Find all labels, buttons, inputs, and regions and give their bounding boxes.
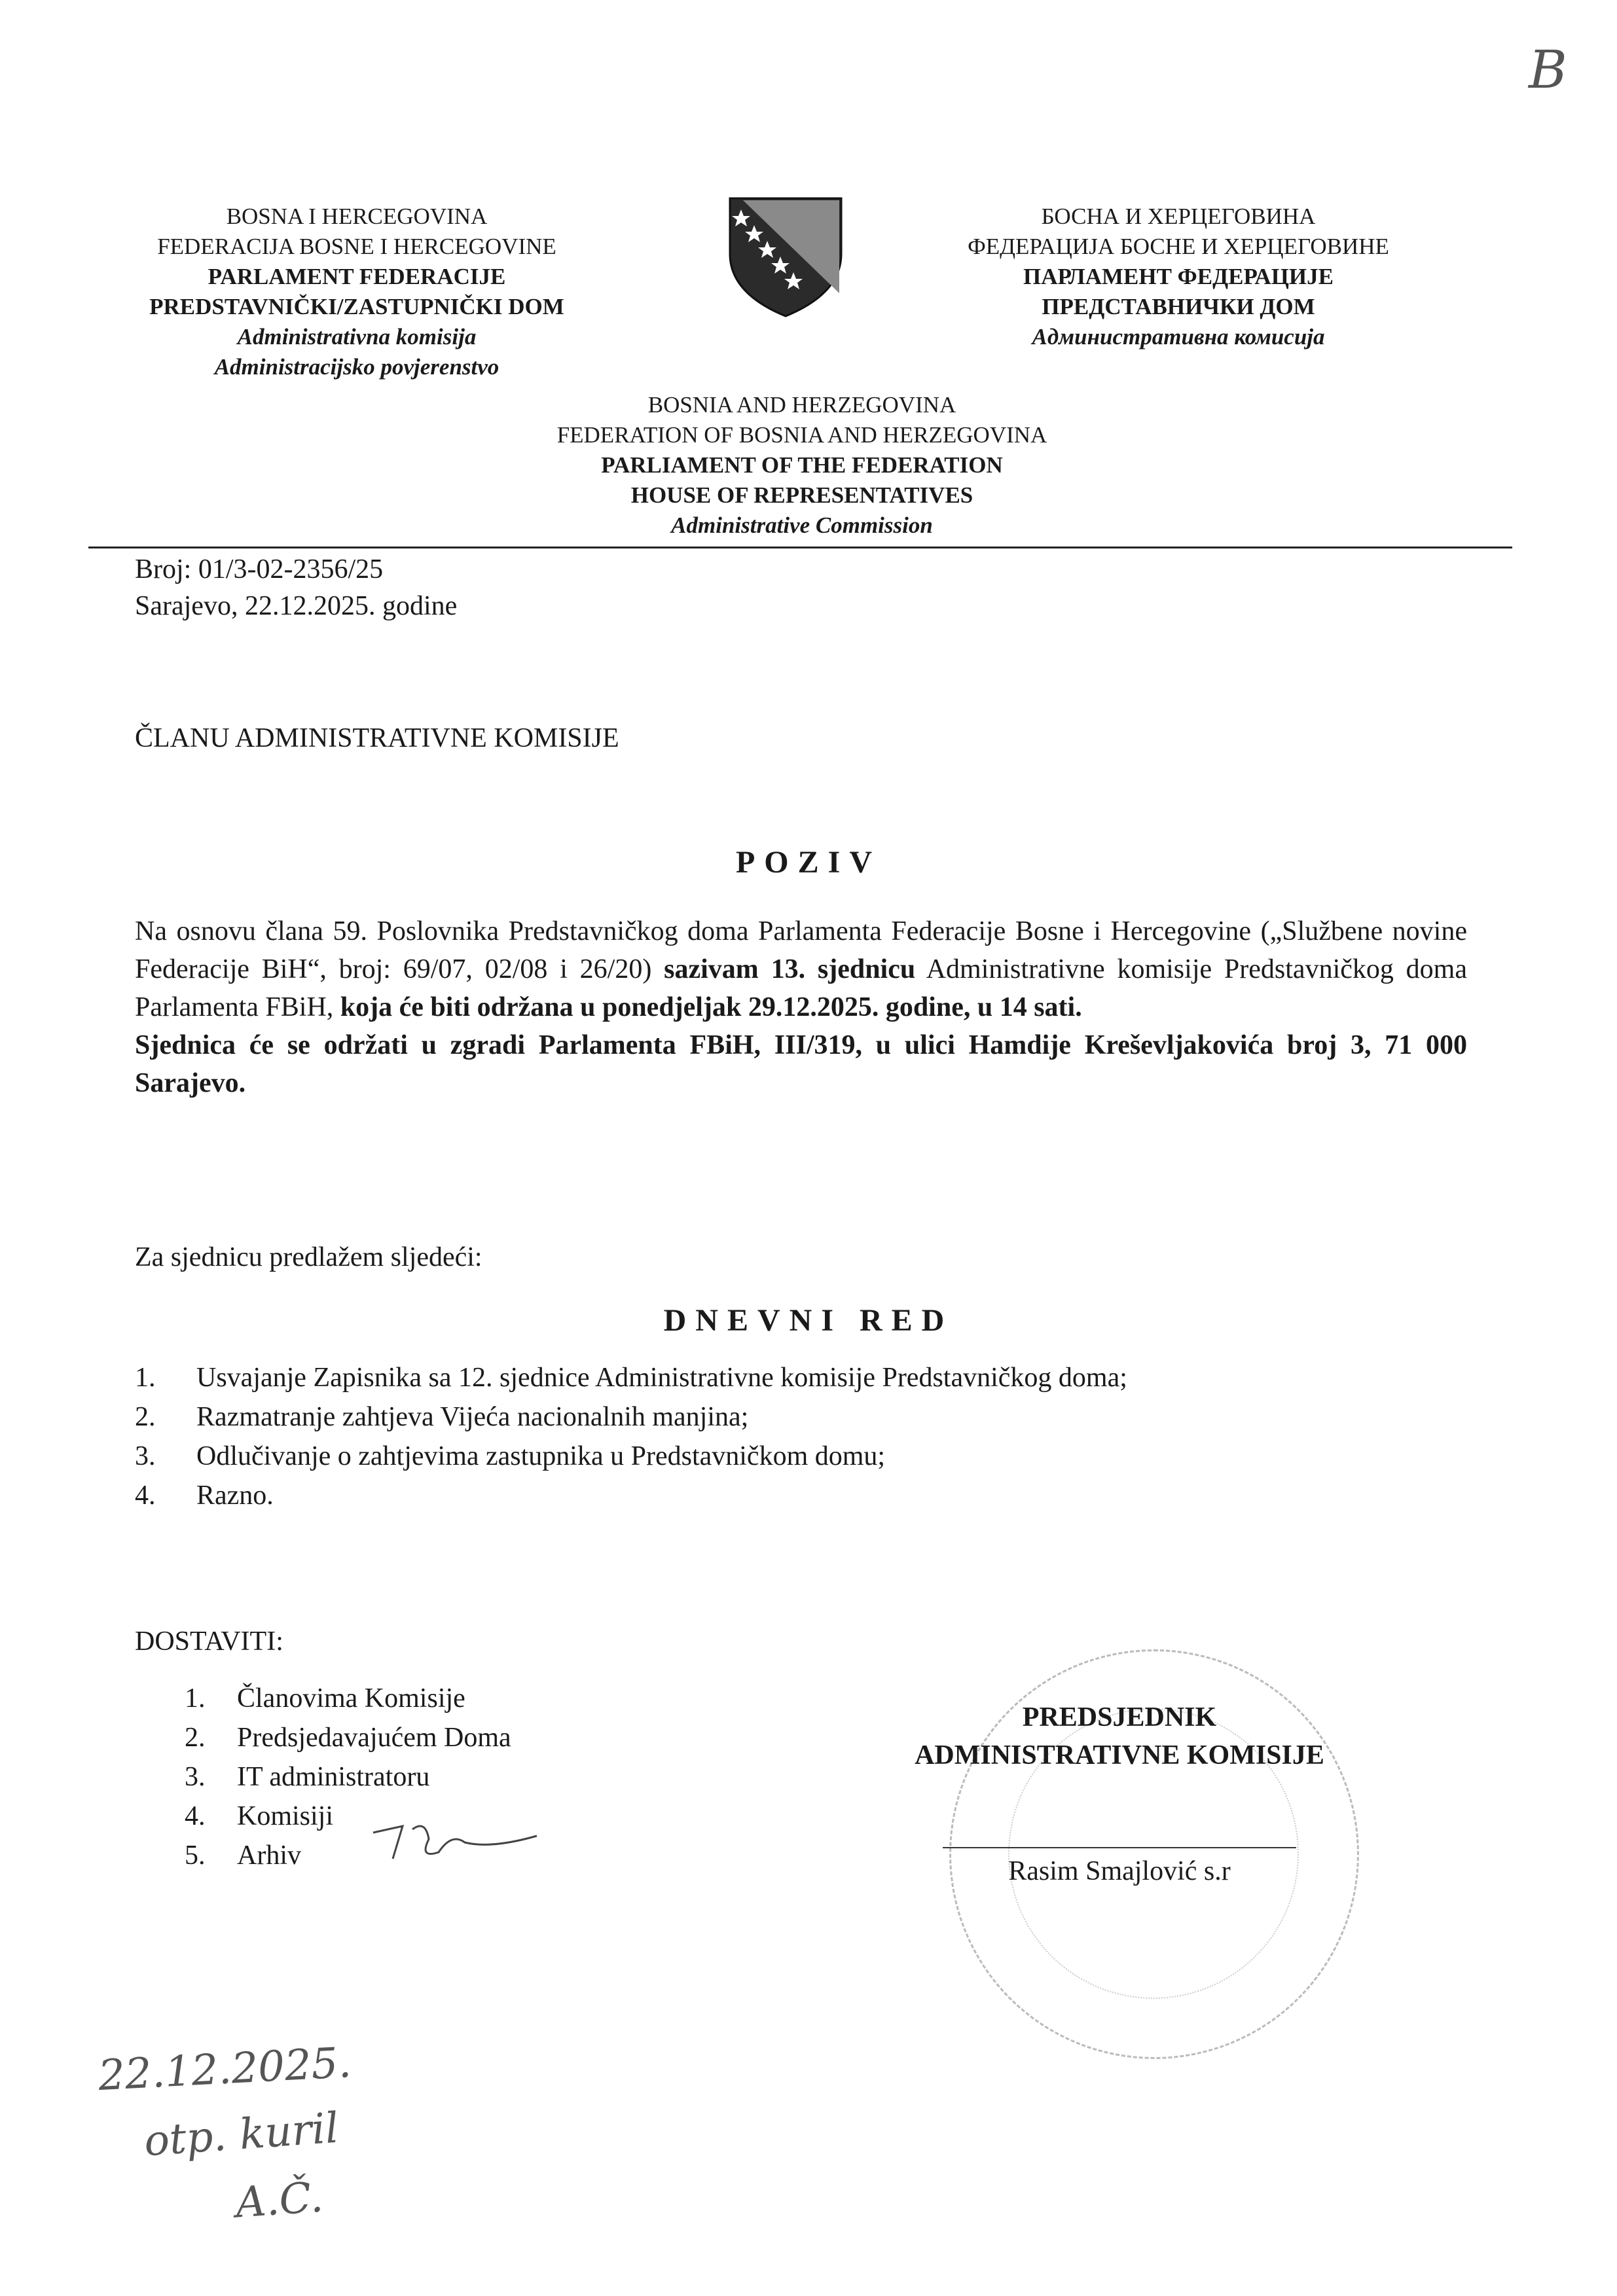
deliver-item-number: 1.: [185, 1683, 206, 1713]
agenda-item: [135, 1397, 1127, 1437]
paragraph-bold-2: koja će biti održana u ponedjeljak 29.12.2025. godine, u 14 sati.: [340, 992, 1082, 1022]
header-center: [458, 390, 1146, 541]
header-center-commission: Administrative Commission: [671, 512, 933, 538]
handwritten-date: 22.12.2025.: [97, 2038, 353, 2101]
handwritten-initials: A.Č.: [234, 2173, 325, 2228]
deliver-item: [185, 1757, 511, 1797]
agenda-item-number: 3.: [135, 1441, 156, 1471]
header-right-house: ПРЕДСТАВНИЧКИ ДОМ: [1042, 294, 1315, 319]
header-left-federation: FEDERACIJA BOSNE I HERCEGOVINE: [157, 234, 556, 259]
header-center-house: HOUSE OF REPRESENTATIVES: [630, 482, 973, 508]
deliver-item-text: Komisiji: [237, 1801, 334, 1831]
header-right-country: БОСНА И ХЕРЦЕГОВИНА: [1041, 204, 1316, 229]
handwritten-initials-scribble: [367, 1813, 543, 1872]
header-right-parliament: ПАРЛАМЕНТ ФЕДЕРАЦИЈЕ: [1023, 264, 1334, 289]
header-left-parliament: PARLAMENT FEDERACIJE: [208, 264, 506, 289]
deliver-item-number: 5.: [185, 1840, 206, 1871]
deliver-label: DOSTAVITI:: [135, 1626, 283, 1657]
header-left-country: BOSNA I HERCEGOVINA: [226, 204, 488, 229]
agenda-intro: Za sjednicu predlažem sljedeći:: [135, 1242, 482, 1272]
agenda-item-text: Razno.: [196, 1480, 274, 1511]
header-right-commission: Административна комисија: [1032, 324, 1325, 350]
deliver-item: [185, 1679, 511, 1718]
agenda-item: [135, 1437, 1127, 1476]
document-title: POZIV: [735, 845, 881, 880]
paragraph-text-1: Na osnovu člana 59. Poslovnika Predstavničkog doma Parlamenta Federacije Bosne i Hercegovine („Službene novine Federacije BiH“, broj: 69/07, 02/08 i 26/20): [135, 916, 1467, 984]
deliver-item: [185, 1718, 511, 1757]
agenda-item-text: Razmatranje zahtjeva Vijeća nacionalnih manjina;: [196, 1402, 749, 1432]
paragraph-text-2: Administrativne komisije Predstavničkog doma Parlamenta FBiH,: [135, 954, 1467, 1022]
invitation-paragraph: [135, 912, 1467, 1102]
header-center-federation: FEDERATION OF BOSNIA AND HERZEGOVINA: [556, 422, 1047, 448]
agenda-item-text: Usvajanje Zapisnika sa 12. sjednice Administrativne komisije Predstavničkog doma;: [196, 1363, 1127, 1393]
deliver-item-text: Arhiv: [237, 1840, 301, 1871]
paragraph-location: Sjednica će se održati u zgradi Parlamenta FBiH, III/319, u ulici Hamdije Kreševljakovića broj 3, 71 000 Sarajevo.: [135, 1030, 1467, 1098]
deliver-item-text: Predsjedavajućem Doma: [237, 1723, 511, 1753]
header-right-federation: ФЕДЕРАЦИЈА БОСНЕ И ХЕРЦЕГОВИНЕ: [968, 234, 1389, 259]
recipient: ČLANU ADMINISTRATIVNE KOMISIJE: [135, 723, 619, 753]
header-divider: [88, 547, 1512, 548]
agenda-item: [135, 1358, 1127, 1397]
signature-block: [851, 1698, 1388, 1774]
corner-handwritten-mark: B: [1529, 39, 1567, 100]
document-date: Sarajevo, 22.12.2025. godine: [135, 591, 458, 621]
deliver-item-number: 4.: [185, 1801, 206, 1831]
deliver-item-number: 2.: [185, 1723, 206, 1753]
signature-line: [943, 1847, 1296, 1848]
paragraph-bold-1: sazivam 13. sjednicu: [664, 954, 916, 984]
agenda-title: DNEVNI RED: [663, 1303, 954, 1338]
agenda-item-number: 2.: [135, 1402, 156, 1432]
agenda-item-number: 1.: [135, 1363, 156, 1393]
signature-subtitle: ADMINISTRATIVNE KOMISIJE: [915, 1740, 1324, 1770]
header-center-parliament: PARLIAMENT OF THE FEDERATION: [601, 452, 1003, 478]
signature-title: PREDSJEDNIK: [1022, 1702, 1217, 1732]
header-right: [930, 202, 1427, 352]
agenda-item: [135, 1476, 1127, 1515]
reference-number: Broj: 01/3-02-2356/25: [135, 554, 384, 584]
header-left: [85, 202, 628, 382]
deliver-item-text: Članovima Komisije: [237, 1683, 465, 1713]
handwritten-note: otp. kuril: [142, 2104, 340, 2166]
header-center-country: BOSNIA AND HERZEGOVINA: [647, 392, 956, 418]
agenda-list: [135, 1358, 1127, 1515]
agenda-item-number: 4.: [135, 1480, 156, 1511]
deliver-item-number: 3.: [185, 1762, 206, 1792]
header-left-commission-alt: Administracijsko povjerenstvo: [214, 354, 500, 380]
header-left-commission: Administrativna komisija: [237, 324, 477, 350]
signatory-name: Rasim Smajlović s.r: [1008, 1856, 1231, 1886]
document-meta: [135, 551, 457, 624]
coat-of-arms-icon: [727, 195, 845, 319]
header-left-house: PREDSTAVNIČKI/ZASTUPNIČKI DOM: [149, 294, 564, 319]
deliver-item-text: IT administratoru: [237, 1762, 430, 1792]
agenda-item-text: Odlučivanje o zahtjevima zastupnika u Predstavničkom domu;: [196, 1441, 886, 1471]
